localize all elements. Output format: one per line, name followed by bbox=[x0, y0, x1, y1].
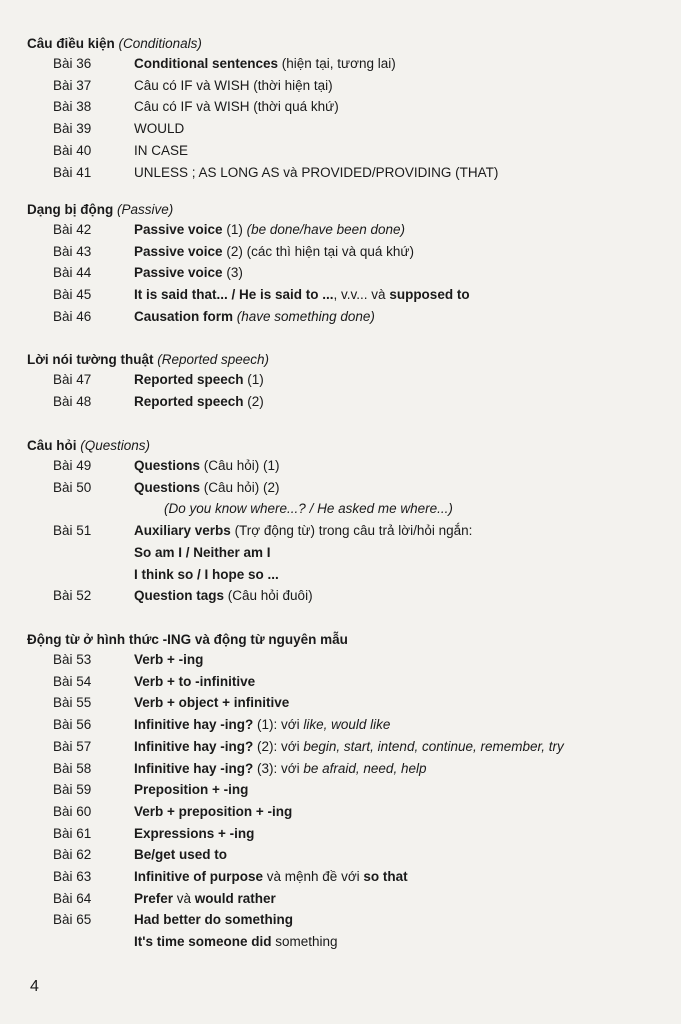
lesson-text-part: So am I / Neither am I bbox=[134, 544, 271, 560]
lesson-text-part: Preposition + -ing bbox=[134, 782, 249, 798]
lesson-text-part: Passive voice bbox=[134, 222, 223, 237]
lesson-text-part: Reported speech bbox=[134, 393, 244, 409]
lesson-row bbox=[0, 121, 681, 141]
lesson-text-part: Infinitive hay -ing? bbox=[134, 717, 254, 733]
lesson-number: Bài 37 bbox=[53, 77, 92, 93]
lesson-title bbox=[164, 501, 453, 516]
lesson-title bbox=[134, 480, 280, 495]
lesson-number: Bài 62 bbox=[53, 847, 92, 863]
lesson-number: Bài 48 bbox=[53, 393, 92, 409]
lesson-text-part: Questions bbox=[134, 479, 201, 495]
lesson-title bbox=[134, 523, 472, 538]
lesson-number: Bài 63 bbox=[53, 869, 92, 884]
lesson-row bbox=[0, 265, 681, 285]
lesson-title bbox=[134, 891, 276, 906]
lesson-text-part: (hiện tại, tương lai) bbox=[278, 56, 396, 71]
lesson-row bbox=[0, 717, 681, 737]
lesson-number: Bài 57 bbox=[53, 738, 92, 754]
lesson-text-part: Infinitive of purpose bbox=[134, 869, 264, 884]
lesson-text-part: Conditional sentences bbox=[134, 56, 279, 71]
lesson-row bbox=[0, 78, 681, 98]
lesson-text-part: WOULD bbox=[134, 121, 185, 137]
section-heading bbox=[27, 438, 150, 453]
lesson-text-part: Verb + preposition + -ing bbox=[134, 803, 293, 819]
lesson-title bbox=[134, 804, 292, 819]
lesson-row bbox=[0, 501, 681, 521]
lesson-number: Bài 59 bbox=[53, 782, 92, 798]
lesson-text-part: (Do you know where...? / He asked me where...) bbox=[164, 501, 453, 517]
lesson-text-part: Be/get used to bbox=[134, 847, 228, 863]
lesson-number: Bài 46 bbox=[53, 308, 92, 324]
lesson-title bbox=[134, 782, 248, 797]
lesson-row bbox=[0, 588, 681, 608]
lesson-text-part: (3) bbox=[222, 265, 243, 281]
lesson-text-part: It's time someone did bbox=[134, 934, 272, 950]
lesson-text-part: (Câu hỏi đuôi) bbox=[224, 588, 313, 604]
lesson-row bbox=[0, 523, 681, 543]
lesson-number: Bài 50 bbox=[53, 479, 92, 495]
lesson-row bbox=[0, 847, 681, 867]
lesson-title bbox=[134, 761, 426, 776]
lesson-title bbox=[134, 739, 564, 754]
lesson-number: Bài 65 bbox=[53, 912, 92, 928]
lesson-number: Bài 53 bbox=[53, 652, 92, 667]
lesson-text-part: và mệnh đề với bbox=[263, 869, 364, 884]
section-heading bbox=[27, 352, 269, 367]
lesson-row bbox=[0, 869, 681, 889]
lesson-text-part: Verb + to -infinitive bbox=[134, 673, 256, 689]
lesson-row bbox=[0, 458, 681, 478]
lesson-text-part: Infinitive hay -ing? bbox=[134, 738, 254, 754]
lesson-text-part: (Câu hỏi) (1) bbox=[200, 458, 280, 473]
lesson-title bbox=[134, 847, 227, 862]
lesson-row bbox=[0, 56, 681, 76]
section-heading bbox=[27, 632, 348, 647]
lesson-text-part: Verb + -ing bbox=[134, 652, 204, 667]
section-title: Câu hỏi bbox=[27, 438, 77, 453]
lesson-text-part: (1): với bbox=[253, 717, 304, 733]
lesson-text-part: would rather bbox=[194, 890, 276, 906]
lesson-text-part: Reported speech bbox=[134, 372, 244, 387]
lesson-text-part: (2) bbox=[243, 393, 264, 409]
lesson-text-part: like, would like bbox=[303, 717, 391, 733]
lesson-text-part: I think so / I hope so ... bbox=[134, 566, 279, 582]
lesson-text-part: Verb + object + infinitive bbox=[134, 695, 290, 711]
lesson-text-part: Questions bbox=[134, 458, 201, 473]
lesson-title bbox=[134, 567, 279, 582]
lesson-row bbox=[0, 309, 681, 329]
lesson-row bbox=[0, 761, 681, 781]
lesson-row bbox=[0, 244, 681, 264]
lesson-text-part: (Câu hỏi) (2) bbox=[200, 479, 280, 495]
lesson-text-part: , v.v... và bbox=[333, 287, 390, 303]
lesson-number: Bài 54 bbox=[53, 673, 92, 689]
lesson-text-part: IN CASE bbox=[134, 142, 189, 158]
lesson-number: Bài 41 bbox=[53, 164, 92, 180]
lesson-number: Bài 39 bbox=[53, 121, 92, 137]
lesson-number: Bài 52 bbox=[53, 588, 92, 604]
lesson-title bbox=[134, 244, 414, 259]
lesson-text-part: Câu có IF và WISH (thời hiện tại) bbox=[134, 77, 333, 93]
section-heading bbox=[27, 202, 173, 217]
lesson-row bbox=[0, 99, 681, 119]
lesson-row bbox=[0, 480, 681, 500]
section-subtitle: (Questions) bbox=[80, 438, 151, 453]
lesson-text-part: begin, start, intend, continue, remember, try bbox=[303, 738, 564, 754]
lesson-row bbox=[0, 545, 681, 565]
lesson-text-part: UNLESS ; AS LONG AS và PROVIDED/PROVIDING (THAT) bbox=[134, 164, 499, 180]
lesson-text-part: (3): với bbox=[253, 760, 304, 776]
lesson-number: Bài 61 bbox=[53, 825, 92, 841]
lesson-row bbox=[0, 372, 681, 392]
lesson-row bbox=[0, 287, 681, 307]
lesson-text-part: be afraid, need, help bbox=[303, 760, 427, 776]
section-heading bbox=[27, 36, 202, 51]
lesson-title bbox=[134, 934, 338, 949]
lesson-title bbox=[134, 287, 470, 302]
lesson-text-part: Question tags bbox=[134, 588, 225, 604]
lesson-title bbox=[134, 99, 339, 114]
lesson-row bbox=[0, 165, 681, 185]
lesson-title bbox=[134, 165, 498, 180]
lesson-number: Bài 36 bbox=[53, 56, 92, 71]
lesson-title bbox=[134, 394, 264, 409]
section-title: Câu điều kiện bbox=[27, 36, 115, 51]
lesson-number: Bài 56 bbox=[53, 717, 92, 733]
lesson-number: Bài 55 bbox=[53, 695, 92, 711]
lesson-row bbox=[0, 652, 681, 672]
page-number: 4 bbox=[30, 978, 39, 995]
lesson-row bbox=[0, 782, 681, 802]
lesson-number: Bài 45 bbox=[53, 287, 92, 303]
lesson-row bbox=[0, 674, 681, 694]
lesson-text-part: (1) bbox=[243, 372, 264, 387]
lesson-title bbox=[134, 121, 184, 136]
lesson-title bbox=[134, 143, 188, 158]
lesson-text-part: (1) bbox=[222, 222, 247, 237]
lesson-row bbox=[0, 567, 681, 587]
lesson-row bbox=[0, 394, 681, 414]
lesson-title bbox=[134, 652, 203, 667]
lesson-row bbox=[0, 739, 681, 759]
section-subtitle: (Passive) bbox=[117, 202, 174, 217]
lesson-title bbox=[134, 869, 408, 884]
lesson-row bbox=[0, 695, 681, 715]
lesson-text-part: Auxiliary verbs bbox=[134, 523, 231, 539]
lesson-text-part: (be done/have been done) bbox=[246, 222, 405, 237]
lesson-title bbox=[134, 912, 293, 927]
lesson-number: Bài 43 bbox=[53, 243, 92, 259]
lesson-text-part: Had better do something bbox=[134, 912, 294, 928]
lesson-text-part: supposed to bbox=[389, 287, 470, 303]
lesson-title bbox=[134, 265, 243, 280]
lesson-text-part: Passive voice bbox=[134, 243, 223, 259]
lesson-title bbox=[134, 222, 405, 237]
lesson-text-part: (Trợ động từ) trong câu trả lời/hỏi ngắn: bbox=[230, 523, 473, 539]
lesson-number: Bài 58 bbox=[53, 760, 92, 776]
lesson-title bbox=[134, 674, 255, 689]
section-subtitle: (Reported speech) bbox=[157, 352, 270, 367]
lesson-number: Bài 40 bbox=[53, 142, 92, 158]
lesson-text-part: Passive voice bbox=[134, 265, 223, 281]
lesson-title bbox=[134, 545, 271, 560]
lesson-text-part: so that bbox=[363, 869, 408, 884]
lesson-row bbox=[0, 222, 681, 242]
lesson-title bbox=[134, 372, 264, 387]
lesson-title bbox=[134, 695, 289, 710]
lesson-text-part: Causation form bbox=[134, 308, 234, 324]
lesson-text-part: something bbox=[271, 934, 338, 950]
lesson-text-part: Infinitive hay -ing? bbox=[134, 760, 254, 776]
section-title: Dạng bị động bbox=[27, 202, 114, 217]
lesson-text-part: (2): với bbox=[253, 738, 304, 754]
lesson-number: Bài 42 bbox=[53, 222, 92, 237]
lesson-text-part: (2) (các thì hiện tại và quá khứ) bbox=[222, 243, 414, 259]
lesson-text-part: It is said that... / He is said to ... bbox=[134, 287, 334, 303]
lesson-title bbox=[134, 458, 280, 473]
lesson-text-part: Prefer bbox=[134, 890, 174, 906]
lesson-text-part: Câu có IF và WISH (thời quá khứ) bbox=[134, 99, 339, 115]
section-subtitle: (Conditionals) bbox=[118, 36, 202, 51]
lesson-text-part: (have something done) bbox=[236, 308, 375, 324]
lesson-title bbox=[134, 826, 254, 841]
lesson-number: Bài 49 bbox=[53, 458, 92, 473]
lesson-number: Bài 38 bbox=[53, 99, 92, 115]
lesson-row bbox=[0, 934, 681, 954]
lesson-row bbox=[0, 912, 681, 932]
lesson-number: Bài 51 bbox=[53, 523, 92, 539]
lesson-title bbox=[134, 309, 375, 324]
section-title: Động từ ở hình thức -ING và động từ nguyên mẫu bbox=[27, 632, 348, 647]
lesson-row bbox=[0, 826, 681, 846]
lesson-number: Bài 44 bbox=[53, 265, 92, 281]
lesson-title bbox=[134, 588, 313, 603]
lesson-row bbox=[0, 891, 681, 911]
lesson-number: Bài 64 bbox=[53, 890, 92, 906]
lesson-row bbox=[0, 804, 681, 824]
lesson-title bbox=[134, 56, 396, 71]
lesson-number: Bài 47 bbox=[53, 372, 92, 387]
lesson-title bbox=[134, 78, 333, 93]
lesson-text-part: Expressions + -ing bbox=[134, 825, 255, 841]
section-title: Lời nói tường thuật bbox=[27, 352, 154, 367]
lesson-number: Bài 60 bbox=[53, 803, 92, 819]
lesson-title bbox=[134, 717, 390, 732]
lesson-row bbox=[0, 143, 681, 163]
lesson-text-part: và bbox=[173, 890, 195, 906]
